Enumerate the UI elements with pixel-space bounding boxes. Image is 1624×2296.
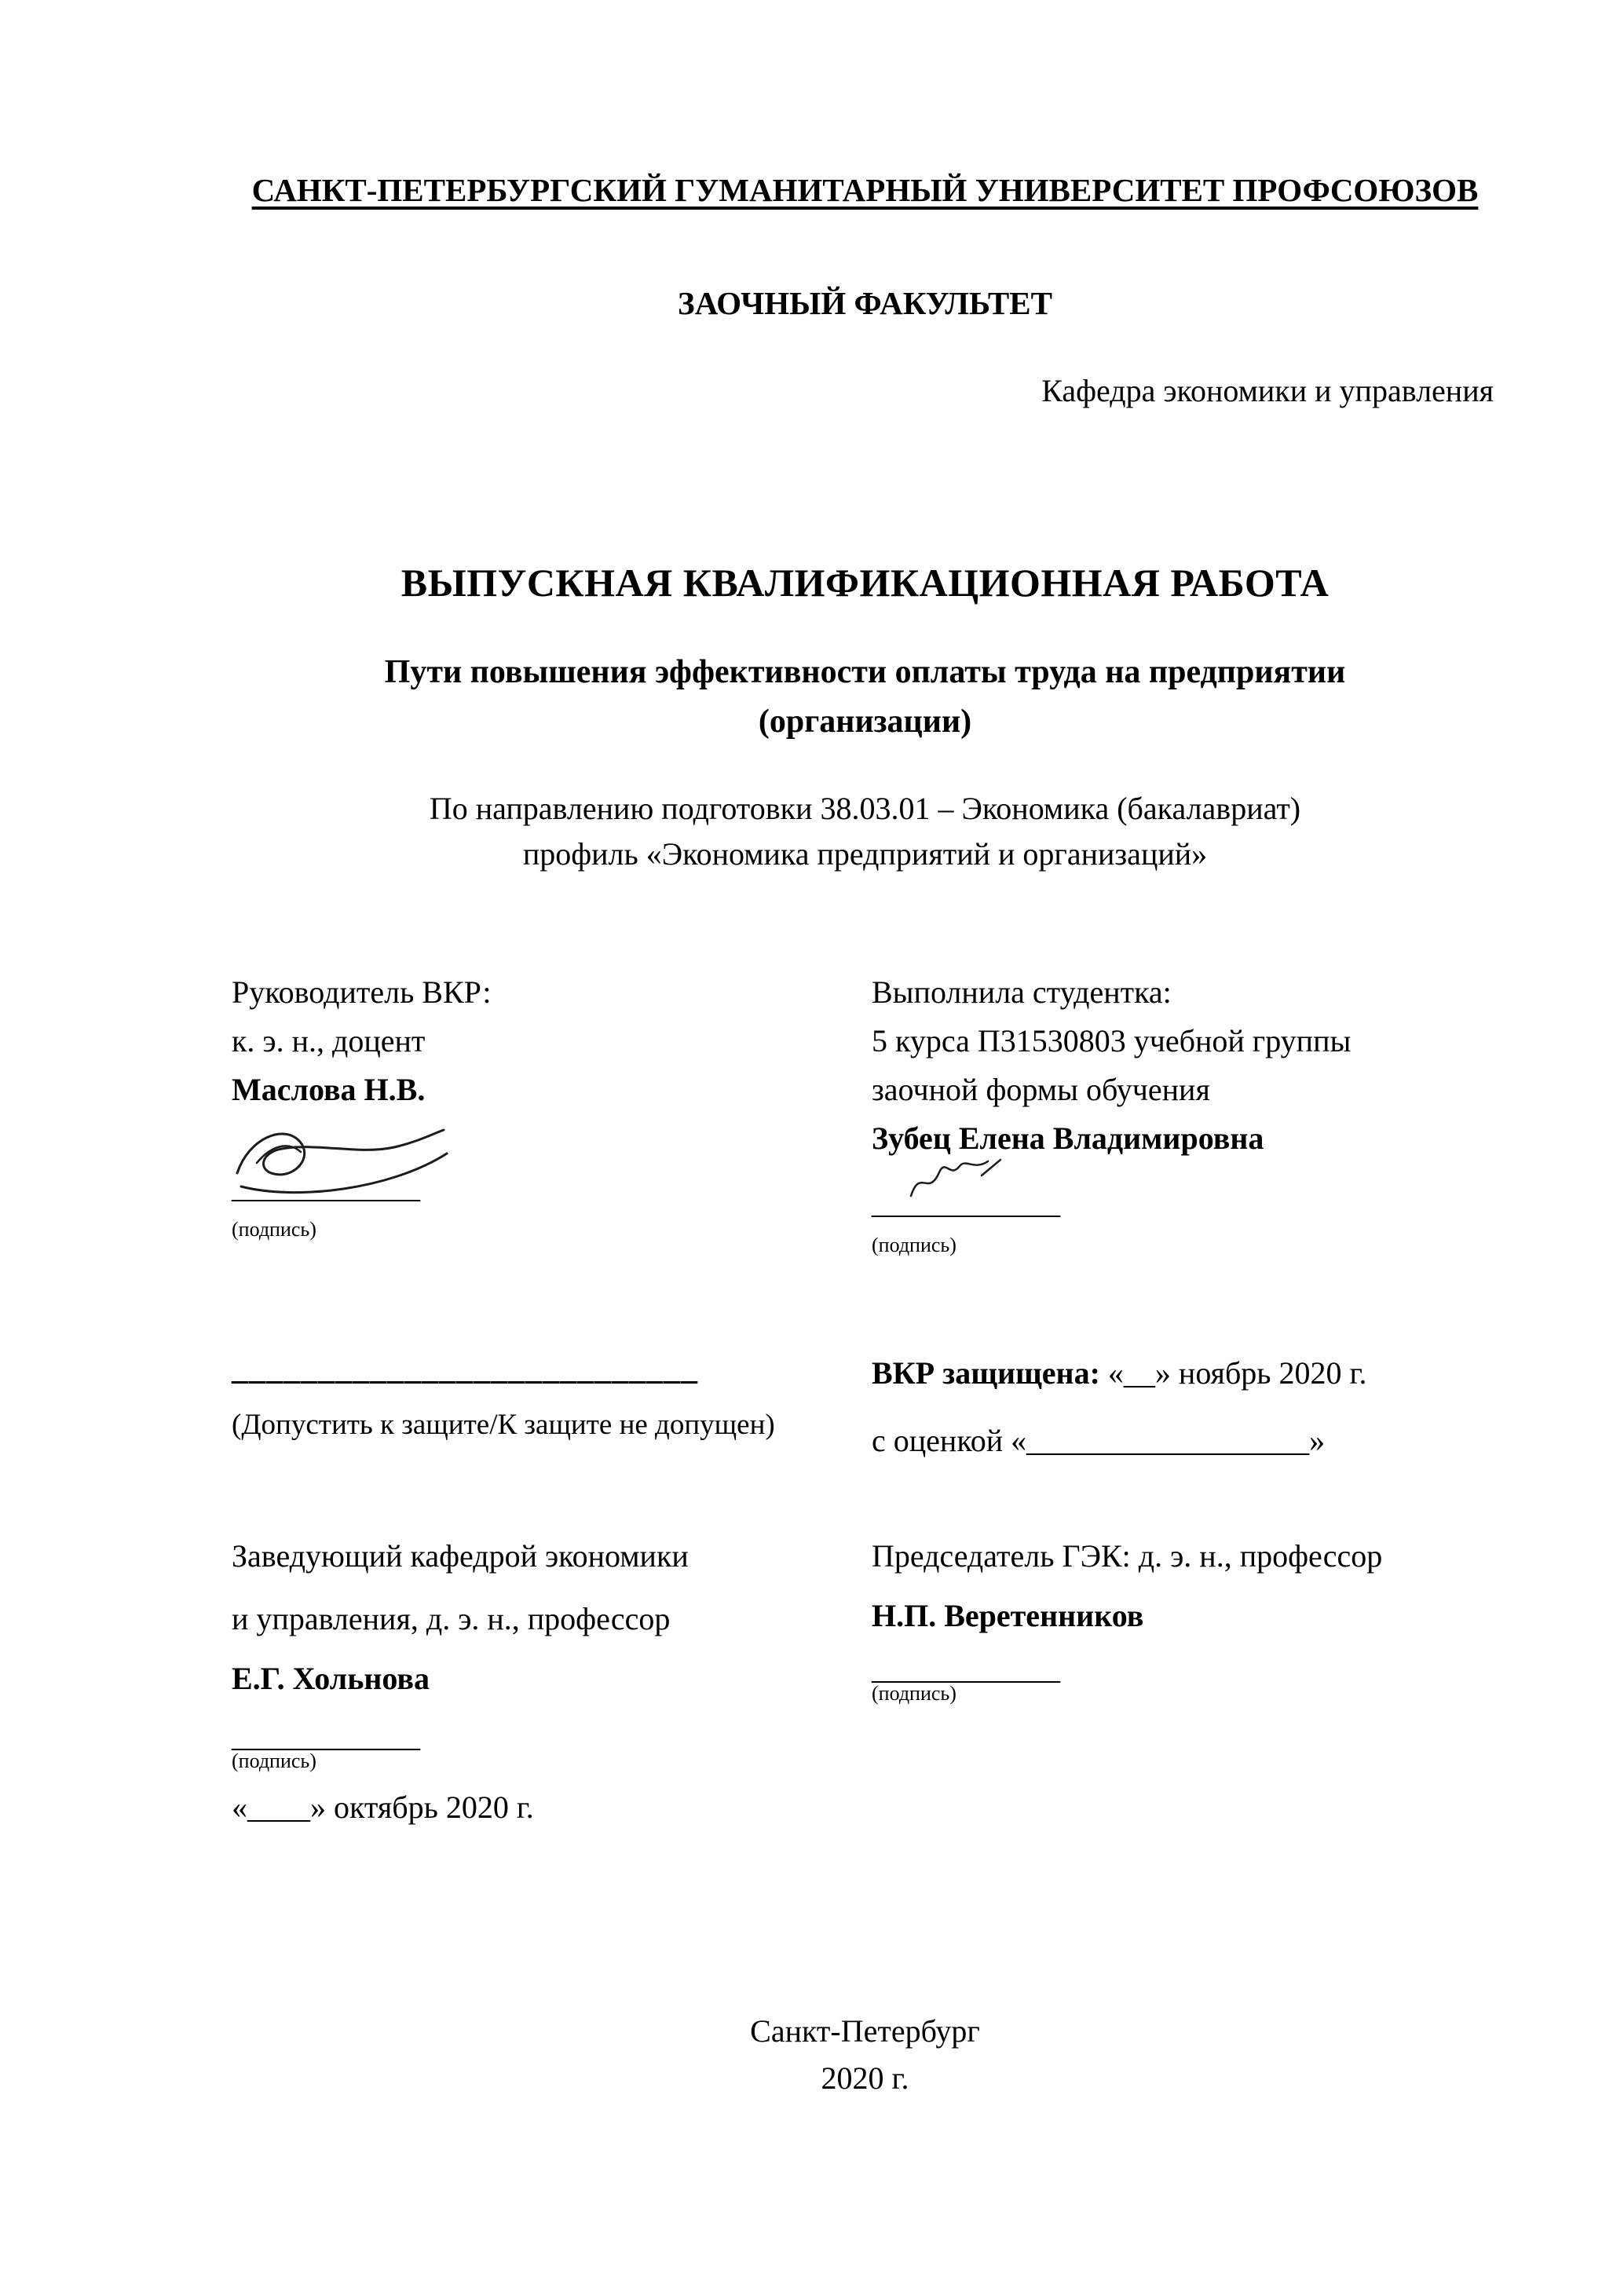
student-block [872,968,1498,1257]
defense-date: «__» ноябрь 2020 г. [1107,1355,1367,1391]
gek-chair-name: Н.П. Веретенников [872,1598,1144,1633]
footer [232,2008,1498,2102]
gek-chair-title: Председатель ГЭК: д. э. н., профессор [872,1538,1383,1574]
thesis-title [232,648,1498,747]
supervisor-degree: к. э. н., доцент [232,1023,426,1058]
student-group: 5 курса П31530803 учебной группы [872,1023,1352,1058]
faculty-name: ЗАОЧНЫЙ ФАКУЛЬТЕТ [678,285,1052,321]
supervisor-signature-area [232,1119,872,1223]
defense-block [872,1350,1498,1459]
admission-caption: (Допустить к защите/К защите не допущен) [232,1409,775,1441]
head-title-line2: и управления, д. э. н., профессор [232,1601,671,1636]
student-name: Зубец Елена Владимировна [872,1121,1264,1156]
defense-grade: с оценкой «__________________» [872,1423,1326,1458]
gek-chair-block [872,1534,1498,1706]
head-title-line1: Заведующий кафедрой экономики [232,1538,689,1574]
signatories-row-3 [232,1534,1498,1826]
student-form: заочной формы обучения [872,1072,1210,1107]
study-direction [232,786,1498,877]
student-signature-line: ____________ [872,1185,1060,1220]
gek-chair-signature-line: ____________ [872,1651,1060,1686]
work-type-heading: ВЫПУСКНАЯ КВАЛИФИКАЦИОННАЯ РАБОТА [401,561,1330,605]
supervisor-block [232,968,872,1241]
thesis-title-line1: Пути повышения эффективности оплаты труда на предприятии [384,654,1346,690]
head-of-department-block [232,1534,872,1826]
head-signature-caption: (подпись) [232,1749,316,1772]
student-signature-area [872,1166,1498,1238]
head-signature-line: ____________ [232,1718,420,1753]
study-direction-line1: По направлению подготовки 38.03.01 – Экономика (бакалавриат) [429,791,1301,826]
admission-line: ___________________________ [232,1351,698,1387]
head-date: «____» октябрь 2020 г. [232,1790,534,1825]
supervisor-name: Маслова Н.В. [232,1072,426,1107]
supervisor-signature-caption: (подпись) [232,1218,316,1241]
gek-chair-signature-caption: (подпись) [872,1682,956,1705]
study-direction-line2: профиль «Экономика предприятий и организаций» [522,836,1208,872]
admission-block [232,1350,872,1442]
head-name: Е.Г. Хольнова [232,1661,430,1696]
student-performed-by: Выполнила студентка: [872,974,1172,1010]
supervisor-role: Руководитель ВКР: [232,974,492,1010]
student-signature-caption: (подпись) [872,1234,956,1256]
thesis-title-line2: (организации) [758,704,972,740]
footer-year: 2020 г. [821,2060,909,2096]
department-name: Кафедра экономики и управления [1041,373,1494,408]
signatories-row-1 [232,968,1498,1257]
footer-city: Санкт-Петербург [750,2013,980,2049]
signatories-row-2 [232,1350,1498,1459]
defense-label: ВКР защищена: [872,1355,1100,1391]
university-name: САНКТ-ПЕТЕРБУРГСКИЙ ГУМАНИТАРНЫЙ УНИВЕРСИТЕТ ПРОФСОЮЗОВ [251,172,1479,208]
supervisor-signature-line: ____________ [232,1169,420,1205]
defense-date-row [872,1350,1498,1397]
